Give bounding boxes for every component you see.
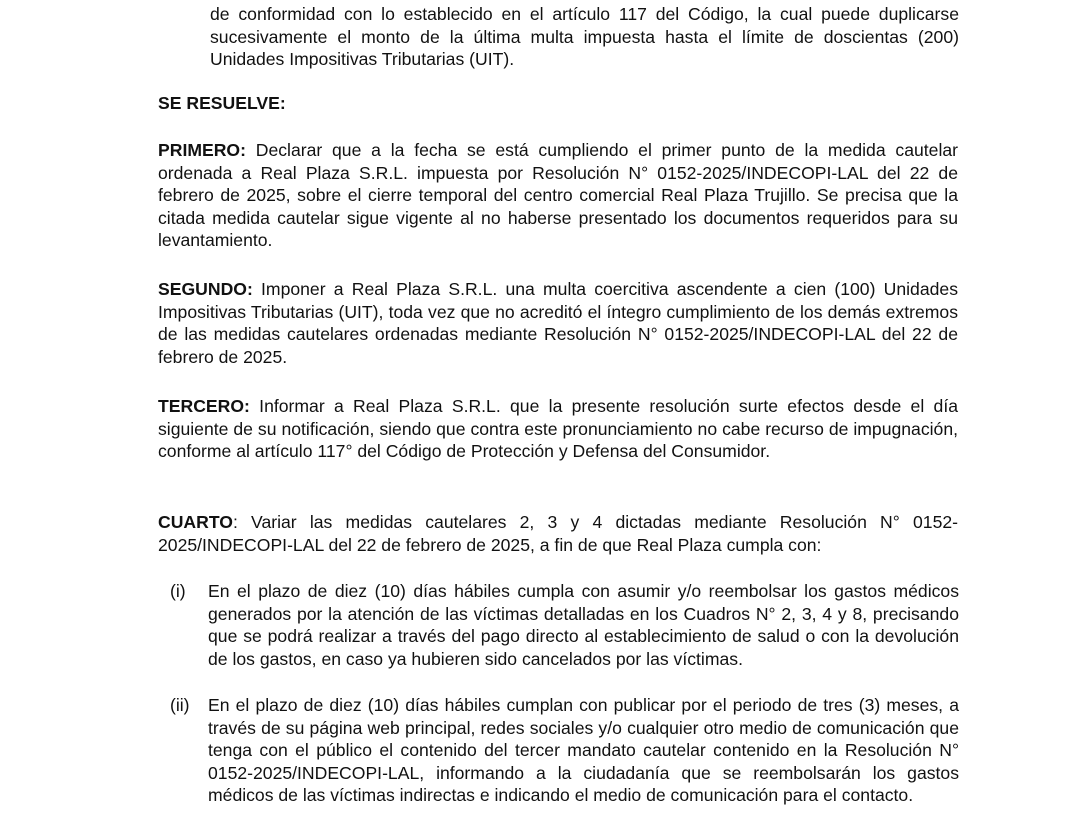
list-item-text: En el plazo de diez (10) días hábiles cumpla con asumir y/o reembolsar los gastos médicos generados por la atención de las víctimas detalladas en los Cuadros N° 2, 3, 4 y 8, precisando que se podrá realizar a través del pago directo al establecimiento de salud o con la devolución de los gastos, en caso ya hubieren sido cancelados por las víctimas.	[208, 581, 959, 669]
list-item-number: (i)	[170, 581, 186, 601]
paragraph-primero	[158, 139, 958, 252]
paragraph-cuarto	[158, 511, 958, 556]
list-item-text: En el plazo de diez (10) días hábiles cumplan con publicar por el periodo de tres (3) meses, a través de su página web principal, redes sociales y/o cualquier otro medio de comunicación que tenga con el público el contenido del tercer mandato cautelar contenido en la Resolución N° 0152-2025/INDECOPI-LAL, informando a la ciudadanía que se reembolsarán los gastos médicos de las víctimas indirectas e indicando el medio de comunicación para el contacto.	[208, 695, 959, 806]
paragraph-text: Imponer a Real Plaza S.R.L. una multa coercitiva ascendente a cien (100) Unidades Impositivas Tributarias (UIT), toda vez que no acreditó el íntegro cumplimiento de los demás extremos de las medidas cautelares ordenadas mediante Resolución N° 0152-2025/INDECOPI-LAL del 22 de febrero de 2025.	[158, 279, 958, 367]
paragraph-segundo	[158, 278, 958, 368]
resolution-heading: SE RESUELVE:	[158, 93, 286, 113]
paragraph-text: Declarar que a la fecha se está cumpliendo el primer punto de la medida cautelar ordenada a Real Plaza S.R.L. impuesta por Resolución N° 0152-2025/INDECOPI-LAL del 22 de febrero de 2025, sobre el cierre temporal del centro comercial Real Plaza Trujillo. Se precisa que la citada medida cautelar sigue vigente al no haberse presentado los documentos requeridos para su levantamiento.	[158, 140, 958, 251]
list-item-number: (ii)	[170, 695, 190, 715]
paragraph-label: CUARTO	[158, 512, 233, 532]
paragraph-text: Informar a Real Plaza S.R.L. que la presente resolución surte efectos desde el día siguiente de su notificación, siendo que contra este pronunciamiento no cabe recurso de impugnación, conforme al artículo 117° del Código de Protección y Defensa del Consumidor.	[158, 396, 958, 462]
paragraph-text: : Variar las medidas cautelares 2, 3 y 4 dictadas mediante Resolución N° 0152-2025/INDECOPI-LAL del 22 de febrero de 2025, a fin de que Real Plaza cumpla con:	[158, 512, 958, 555]
paragraph-label: SEGUNDO:	[158, 279, 253, 299]
paragraph-tercero	[158, 395, 958, 463]
paragraph-label: PRIMERO:	[158, 140, 246, 160]
intro-paragraph: de conformidad con lo establecido en el artículo 117 del Código, la cual puede duplicarse sucesivamente el monto de la última multa impuesta hasta el límite de doscientas (200) Unidades Impositivas Tributarias (UIT).	[210, 4, 959, 70]
paragraph-label: TERCERO:	[158, 396, 250, 416]
